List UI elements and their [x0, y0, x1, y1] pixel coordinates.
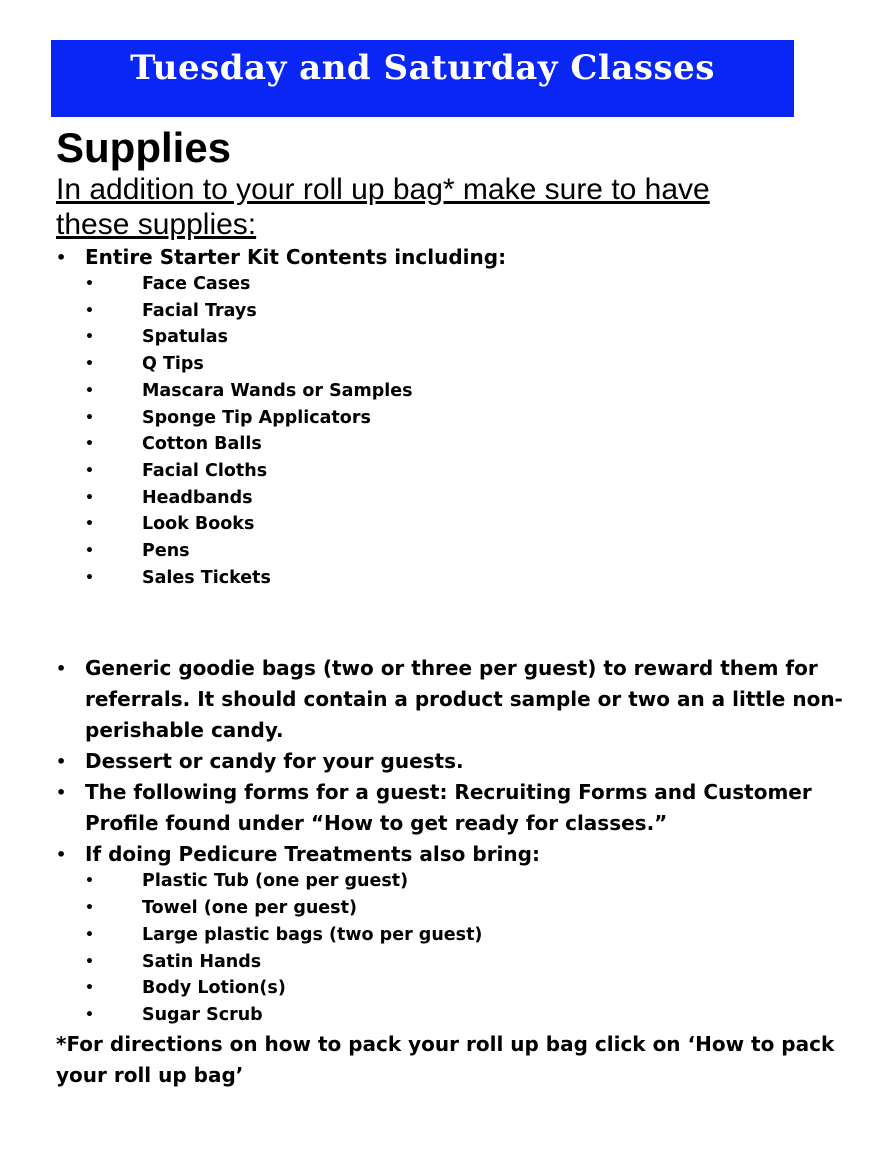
supplies-list — [56, 242, 856, 591]
footnote: *For directions on how to pack your roll up bag click on ‘How to pack your roll up bag’ — [56, 1031, 835, 1087]
list-item: • Cotton Balls — [85, 431, 856, 458]
list-item: • Face Cases — [85, 271, 856, 298]
title-banner — [51, 40, 794, 117]
list-item: • Large plastic bags (two per guest) — [85, 922, 856, 949]
list-item: • Sales Tickets — [85, 565, 856, 592]
starter-kit-label: Entire Starter Kit Contents including: — [85, 245, 507, 269]
list-item: • Sponge Tip Applicators — [85, 405, 856, 432]
list-item: • Look Books — [85, 511, 856, 538]
spacer — [56, 591, 856, 653]
list-item: • Generic goodie bags (two or three per guest) to reward them for referrals. It should contain a product sample or two an a little non-perishable candy. — [56, 653, 856, 746]
subheading: In addition to your roll up bag* make sure to have these supplies: — [56, 173, 710, 241]
list-item: • Q Tips — [85, 351, 856, 378]
list-item: • Plastic Tub (one per guest) — [85, 868, 856, 895]
list-item: • Body Lotion(s) — [85, 975, 856, 1002]
list-item: • Sugar Scrub — [85, 1002, 856, 1029]
list-item: • Headbands — [85, 485, 856, 512]
list-item — [56, 242, 856, 591]
pedicure-label: If doing Pedicure Treatments also bring: — [85, 842, 540, 867]
list-item: • Satin Hands — [85, 949, 856, 976]
list-item: • Facial Cloths — [85, 458, 856, 485]
pedicure-list — [85, 868, 856, 1028]
additional-supplies-list — [56, 653, 856, 1028]
list-item: • Dessert or candy for your guests. — [56, 746, 856, 777]
list-item — [56, 839, 856, 1028]
list-item: • Pens — [85, 538, 856, 565]
list-item: • Towel (one per guest) — [85, 895, 856, 922]
banner-title: Tuesday and Saturday Classes — [130, 47, 715, 88]
list-item: • Facial Trays — [85, 298, 856, 325]
list-item: • Mascara Wands or Samples — [85, 378, 856, 405]
starter-kit-list — [85, 271, 856, 591]
page-title: Supplies — [56, 124, 232, 171]
list-item: • Spatulas — [85, 324, 856, 351]
document-body — [56, 124, 856, 1091]
list-item: • The following forms for a guest: Recruiting Forms and Customer Profile found under “How to get ready for classes.” — [56, 777, 856, 839]
